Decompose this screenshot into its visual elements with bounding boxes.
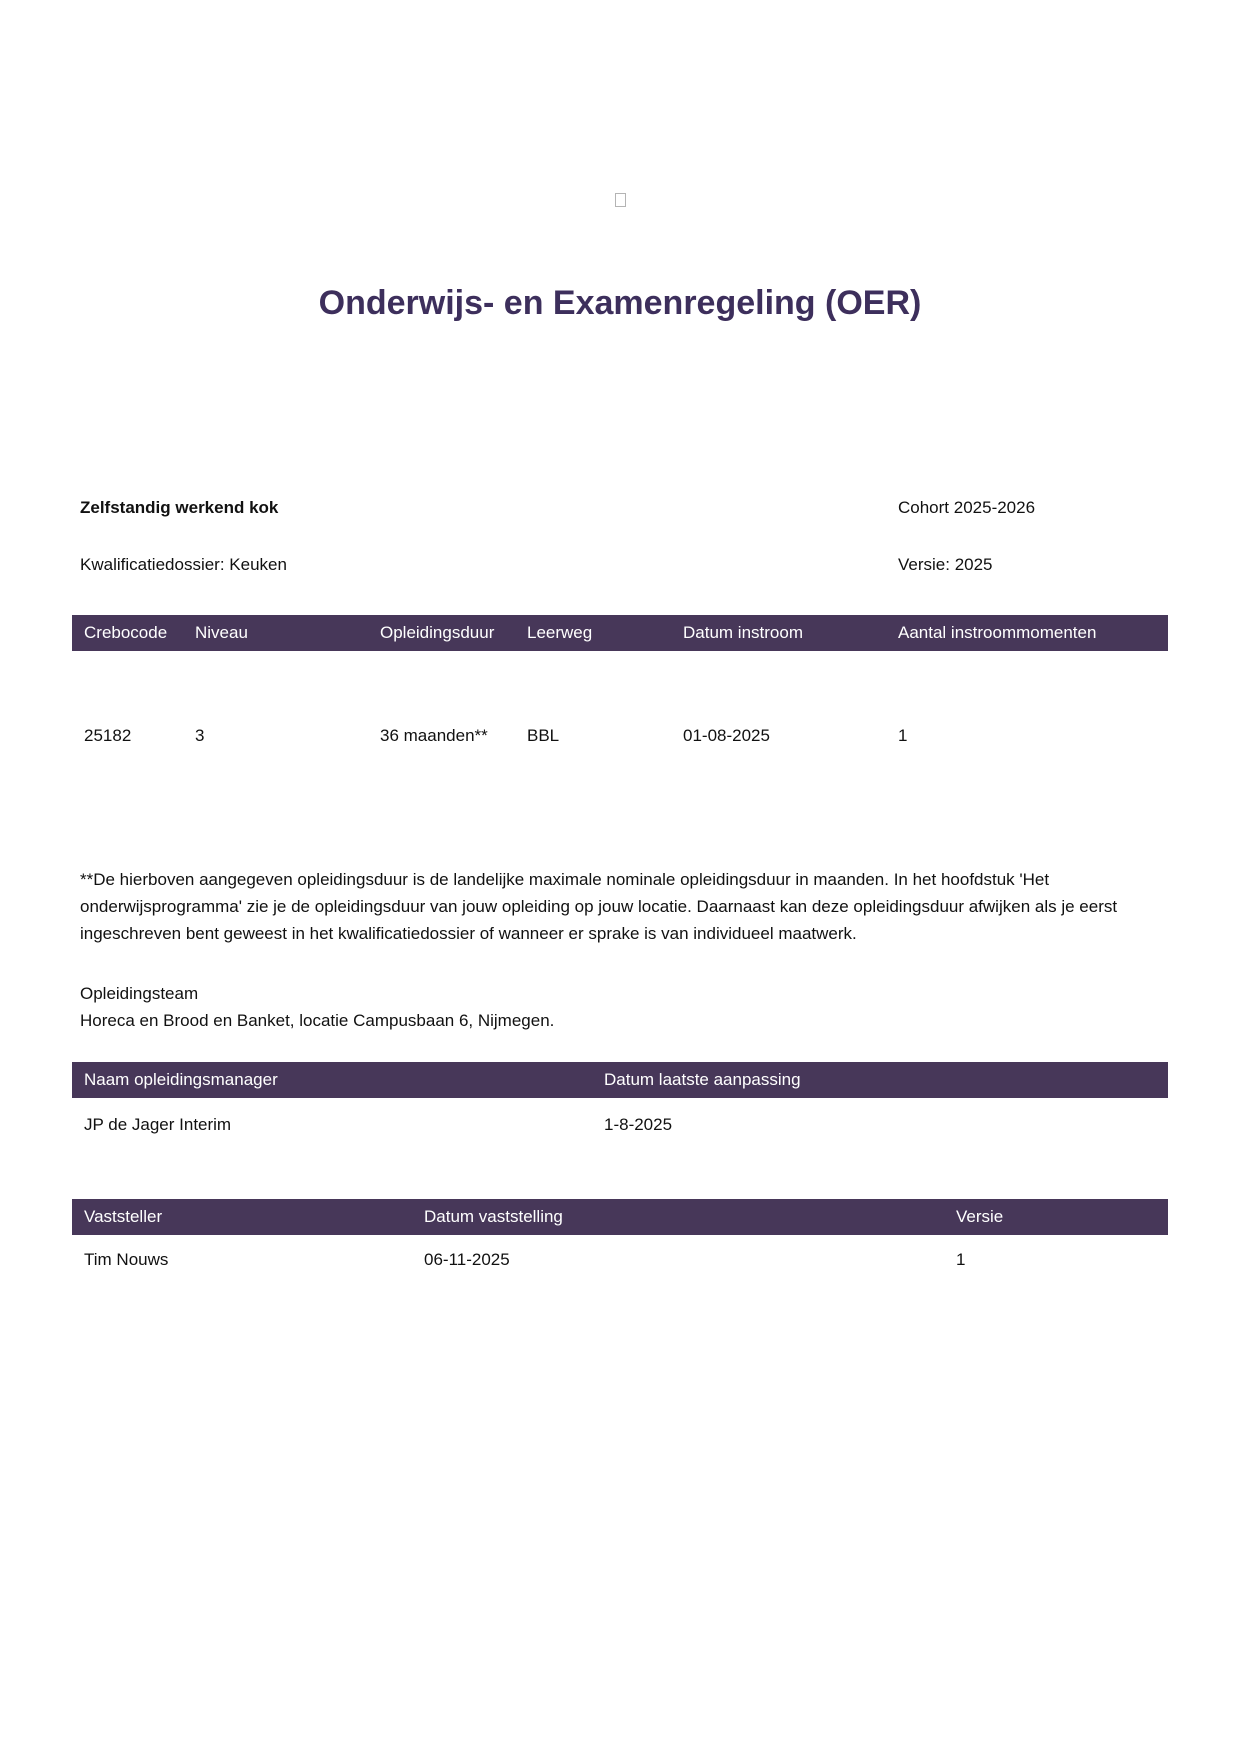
duration-note: **De hierboven aangegeven opleidingsduur is de landelijke maximale nominale opleidingsduur in maanden. In het hoofdstuk 'Het onderwijsprogramma' zie je de opleidingsduur van jouw opleiding op jouw locatie. Daarnaast kan deze opleidingsduur afwijken als je eerst ingeschreven bent geweest in het kwalificatiedossier of wanneer er sprake is van individueel maatwerk.	[80, 870, 1118, 943]
header-vaststeller: Vaststeller	[72, 1199, 412, 1235]
vaststeller-table-header-row	[72, 1199, 1168, 1235]
cell-versie: 1	[956, 1250, 966, 1269]
program-meta-row	[80, 494, 1168, 521]
cohort-label: Cohort 2025-2026	[898, 498, 1036, 517]
team-description: Horeca en Brood en Banket, locatie Campusbaan 6, Nijmegen.	[80, 1011, 555, 1030]
cell-crebocode: 25182	[84, 726, 132, 745]
cell-datum-laatste-aanpassing: 1-8-2025	[604, 1115, 673, 1134]
header-datum-vaststelling: Datum vaststelling	[412, 1199, 944, 1235]
header-datum-instroom: Datum instroom	[671, 615, 886, 651]
page-title: Onderwijs- en Examenregeling (OER)	[318, 283, 922, 322]
cell-opleidingsduur: 36 maanden**	[380, 726, 488, 745]
team-block	[80, 980, 1172, 1034]
cell-vaststeller: Tim Nouws	[84, 1250, 169, 1269]
header-crebocode: Crebocode	[72, 615, 183, 651]
cell-naam-opleidingsmanager: JP de Jager Interim	[84, 1115, 232, 1134]
header-niveau: Niveau	[183, 615, 368, 651]
header-leerweg: Leerweg	[515, 615, 671, 651]
header-naam-opleidingsmanager: Naam opleidingsmanager	[72, 1062, 592, 1098]
intake-table-row	[72, 651, 1168, 821]
cell-leerweg: BBL	[527, 726, 560, 745]
program-name: Zelfstandig werkend kok	[80, 498, 279, 517]
intake-table	[72, 615, 1168, 821]
version-label: Versie: 2025	[898, 555, 993, 574]
vaststeller-table-row	[72, 1235, 1168, 1285]
cell-niveau: 3	[195, 726, 205, 745]
intake-table-header-row	[72, 615, 1168, 651]
manager-table-row	[72, 1098, 1168, 1152]
vaststeller-table	[72, 1199, 1168, 1285]
cell-aantal-instroommomenten: 1	[898, 726, 908, 745]
cell-datum-vaststelling: 06-11-2025	[424, 1250, 510, 1269]
team-heading: Opleidingsteam	[80, 984, 199, 1003]
cell-datum-instroom: 01-08-2025	[683, 726, 770, 745]
header-versie: Versie	[944, 1199, 1168, 1235]
qualification-dossier-label: Kwalificatiedossier: Keuken	[80, 555, 287, 574]
manager-table-header-row	[72, 1062, 1168, 1098]
header-aantal-instroommomenten: Aantal instroommomenten	[886, 615, 1168, 651]
header-datum-laatste-aanpassing: Datum laatste aanpassing	[592, 1062, 1168, 1098]
manager-table	[72, 1062, 1168, 1152]
qualification-meta-row	[80, 551, 1168, 578]
missing-image-icon	[615, 193, 626, 207]
header-opleidingsduur: Opleidingsduur	[368, 615, 515, 651]
